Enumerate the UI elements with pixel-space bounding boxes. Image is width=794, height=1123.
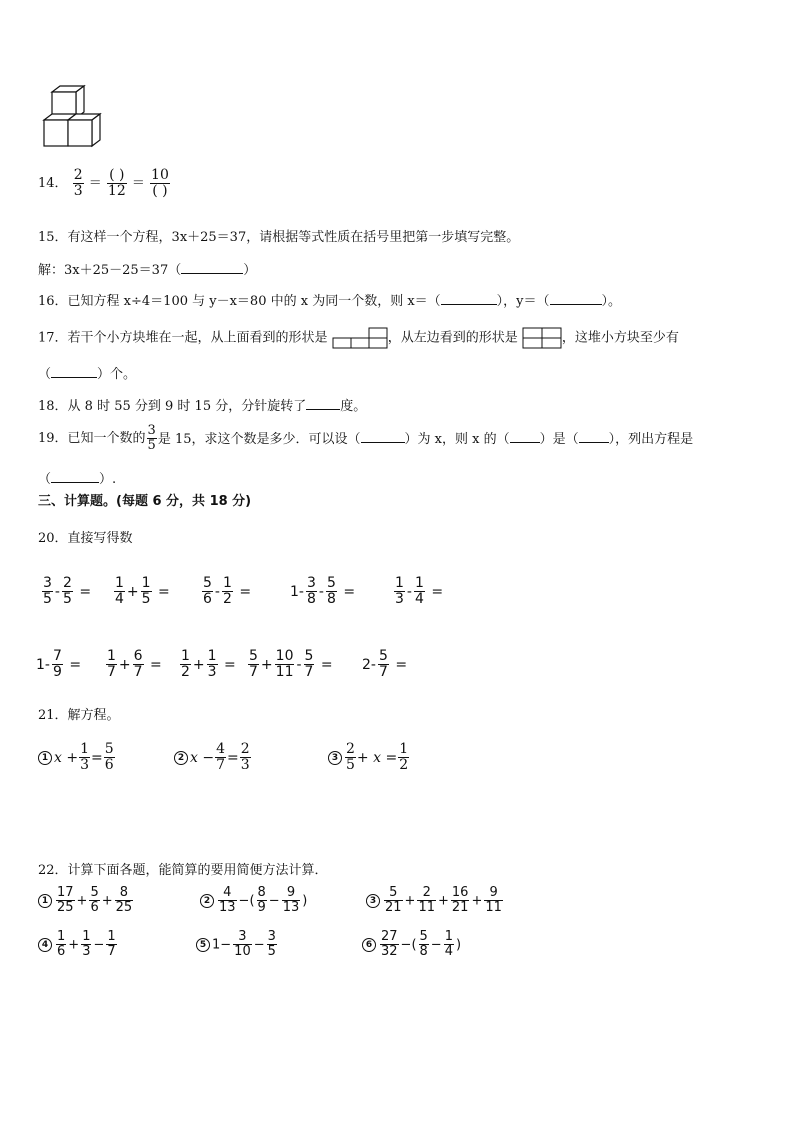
numerator: 3 [267, 929, 276, 944]
denominator: 7 [216, 757, 225, 774]
operator: − [253, 937, 265, 953]
denominator: 13 [282, 900, 300, 916]
question-18: 18．从 8 时 55 分到 9 时 15 分，分针旋转了 度。 [38, 399, 367, 414]
circled-number: 3 [366, 894, 380, 908]
denominator: 25 [115, 900, 133, 916]
denominator: 3 [80, 757, 89, 774]
numerator: 17 [57, 885, 74, 900]
q22-expression-4 [38, 930, 119, 960]
question-15: 15．有这样一个方程，3x＋25＝37，请根据等式性质在括号里把第一步填写完整。 [38, 230, 520, 245]
numerator: 1 [414, 575, 424, 591]
q14-fraction-2[interactable]: $\frac{( )}{12}$ [107, 167, 126, 200]
prefix: 2- [362, 656, 376, 673]
circled-number: 6 [362, 938, 376, 952]
numerator: 2 [422, 885, 431, 900]
operator: - [214, 583, 220, 600]
numerator: 5 [304, 648, 314, 664]
fraction [394, 576, 405, 608]
numerator: 5 [389, 885, 398, 900]
equals-sign: = [145, 656, 162, 673]
fraction [304, 649, 315, 681]
question-17-line2: （ ）个。 [38, 367, 137, 382]
numerator: 5 [419, 929, 428, 944]
q14-fraction-1: $\frac{2}{3}$ [73, 167, 83, 200]
operator: + [101, 893, 113, 909]
numerator: 6 [133, 648, 143, 664]
fraction [417, 886, 436, 916]
denominator: 5 [62, 591, 72, 608]
numerator: 1 [181, 648, 190, 664]
numerator: 1 [82, 929, 91, 944]
operator: + [471, 893, 483, 909]
numerator: 9 [489, 885, 498, 900]
q20-expression [200, 576, 251, 608]
operator: ) [302, 893, 308, 909]
numerator: 1 [107, 648, 116, 664]
fraction [414, 576, 425, 608]
operator: + [68, 937, 80, 953]
q20-expression [40, 576, 91, 608]
section-3-heading: 三、计算题。(每题 6 分，共 18 分) [38, 494, 252, 509]
denominator: 7 [304, 664, 314, 681]
fraction [106, 649, 117, 681]
q21-equation-1 [38, 742, 116, 774]
denominator: 6 [57, 944, 66, 960]
denominator: 11 [275, 664, 294, 681]
fraction [56, 930, 66, 960]
question-16: 16．已知方程 x÷4＝100 与 y－x＝80 中的 x 为同一个数，则 x＝（ ），y＝（ ）。 [38, 294, 622, 309]
question-21-title: 21．解方程。 [38, 708, 120, 723]
fraction [444, 930, 454, 960]
prefix: 1- [290, 583, 304, 600]
equals-sign: = [153, 583, 170, 600]
fraction [202, 576, 213, 608]
numerator: 5 [378, 648, 388, 664]
denominator: 7 [133, 664, 143, 681]
q19-fraction: $\frac{3}{5}$ [147, 423, 156, 454]
denominator: 4 [115, 591, 124, 608]
q20-expression [112, 576, 170, 608]
q22-expression-1 [38, 886, 135, 916]
q15-answer-blank[interactable] [181, 261, 243, 274]
numerator: 1 [399, 741, 409, 757]
operator: −( [238, 893, 255, 909]
q20-row-1 [40, 576, 480, 620]
denominator: 5 [43, 591, 52, 608]
question-20-title: 20．直接写得数 [38, 531, 133, 546]
denominator: 7 [378, 664, 388, 681]
numerator: 5 [249, 648, 258, 664]
denominator: 9 [257, 900, 266, 916]
operator: ) [455, 937, 462, 953]
numerator: 3 [306, 575, 316, 591]
denominator: 21 [451, 900, 469, 916]
numerator: 5 [203, 575, 212, 591]
operator: − [93, 937, 105, 953]
fraction [398, 742, 409, 774]
equation-prefix: x − [190, 749, 215, 766]
denominator: 7 [249, 664, 258, 681]
q20-expression [178, 649, 236, 681]
prefix: 1- [36, 656, 50, 673]
top-view-shape [332, 327, 388, 349]
fraction [248, 649, 259, 681]
q20-expression [290, 576, 355, 608]
left-view-shape [522, 327, 562, 349]
circled-number: 5 [196, 938, 210, 952]
operator: − [430, 937, 442, 953]
denominator: 21 [385, 900, 402, 916]
q21-equations [38, 742, 458, 782]
denominator: 5 [267, 944, 276, 960]
fraction [451, 886, 470, 916]
equals-sign: = [64, 656, 82, 673]
fraction [62, 576, 73, 608]
numerator: 5 [90, 885, 99, 900]
q19-blank-3[interactable] [579, 430, 609, 443]
denominator: 10 [234, 944, 251, 960]
numerator: 1 [80, 741, 89, 757]
equals-sign: = [234, 583, 252, 600]
numerator: 1 [115, 575, 124, 591]
fraction [380, 930, 399, 960]
denominator: 3 [395, 591, 404, 608]
q20-row-2 [36, 649, 476, 693]
denominator: 6 [90, 900, 99, 916]
question-19-line2: （ ）. [38, 472, 117, 487]
numerator: 1 [141, 575, 151, 591]
denominator: 7 [107, 664, 116, 681]
numerator: 1 [395, 575, 404, 591]
denominator: 11 [485, 900, 502, 916]
equals-sign: = [316, 656, 333, 673]
fraction [114, 576, 125, 608]
fraction [180, 649, 191, 681]
denominator: 4 [444, 944, 453, 960]
numerator: 4 [216, 741, 225, 757]
numerator: 2 [346, 741, 355, 757]
q22-expression-3 [366, 886, 505, 916]
q19-blank-2[interactable] [510, 430, 540, 443]
numerator: 2 [62, 575, 72, 591]
fraction [267, 930, 277, 960]
numerator: 1 [207, 648, 217, 664]
fraction [42, 576, 53, 608]
equals-sign: = [219, 656, 236, 673]
denominator: 8 [306, 591, 316, 608]
q14-equals-1: ＝ [88, 175, 102, 191]
question-22-title: 22．计算下面各题，能简算的要用简便方法计算． [38, 863, 328, 878]
circled-number: 3 [328, 751, 342, 765]
denominator: 9 [52, 664, 62, 681]
denominator: 3 [82, 944, 91, 960]
fraction [52, 649, 63, 681]
numerator: 8 [119, 885, 129, 900]
q22-expression-2 [200, 886, 307, 916]
equals-sign: = [227, 749, 239, 766]
numerator: 10 [275, 648, 294, 664]
denominator: 13 [219, 900, 236, 916]
denominator: 11 [418, 900, 435, 916]
question-15-solution: 解：3x＋25－25＝37（ ） [38, 263, 257, 278]
fraction [240, 742, 251, 774]
question-19: 19．已知一个数的 $\frac{3}{5}$ 是 15，求这个数是多少．可以设（ ）为 x，则 x 的（ ）是（ ），列出方程是 [38, 423, 694, 454]
denominator: 32 [381, 944, 398, 960]
operator: + [126, 583, 139, 600]
fraction [257, 886, 267, 916]
circled-number: 4 [38, 938, 52, 952]
operator: −( [400, 937, 417, 953]
numerator: 1 [107, 929, 116, 944]
denominator: 7 [107, 944, 116, 960]
operator: - [54, 583, 60, 600]
operator: - [318, 583, 324, 600]
q16-y-blank[interactable] [550, 292, 602, 305]
fraction [345, 742, 356, 774]
numerator: 2 [240, 741, 250, 757]
denominator: 6 [104, 757, 114, 774]
numerator: 5 [326, 575, 336, 591]
q20-expression [36, 649, 81, 681]
fraction [89, 886, 99, 916]
q18-answer-blank[interactable] [306, 397, 340, 410]
operator: + [192, 656, 205, 673]
denominator: 8 [419, 944, 428, 960]
denominator: 2 [222, 591, 232, 608]
q14-equals-2: ＝ [131, 175, 145, 191]
numerator: 5 [104, 741, 114, 757]
numerator: 4 [223, 885, 232, 900]
denominator: 5 [141, 591, 151, 608]
numerator: 1 [222, 575, 232, 591]
fraction [141, 576, 152, 608]
q20-expression [104, 649, 162, 681]
q20-expression [362, 649, 407, 681]
denominator: 5 [346, 757, 355, 774]
operator: + [118, 656, 131, 673]
numerator: 7 [52, 648, 62, 664]
denominator: 2 [399, 757, 409, 774]
equals-sign: = [74, 583, 92, 600]
q17-answer-blank[interactable] [51, 365, 97, 378]
equation-prefix: x + [54, 749, 79, 766]
q14-fraction-3[interactable]: $\frac{10}{( )}$ [151, 167, 169, 200]
fraction [282, 886, 301, 916]
fraction [275, 649, 295, 681]
numerator: 1 [57, 929, 66, 944]
q20-expression [392, 576, 443, 608]
fraction [419, 930, 429, 960]
denominator: 6 [203, 591, 212, 608]
operator: + [404, 893, 416, 909]
numerator: 3 [238, 929, 247, 944]
fraction [81, 930, 91, 960]
denominator: 3 [240, 757, 250, 774]
numerator: 9 [286, 885, 296, 900]
question-17: 17．若干个小方块堆在一起，从上面看到的形状是 ，从左边看到的形状是 ，这堆小方块至少有 [38, 327, 679, 349]
denominator: 2 [181, 664, 190, 681]
fraction [384, 886, 403, 916]
q14-number: 14． [38, 175, 68, 191]
fraction [222, 576, 233, 608]
numerator: 3 [43, 575, 52, 591]
operator: + [260, 656, 273, 673]
fraction [106, 930, 116, 960]
fraction [79, 742, 90, 774]
q19-blank-4[interactable] [51, 470, 99, 483]
fraction [133, 649, 144, 681]
denominator: 25 [57, 900, 74, 916]
fraction [115, 886, 134, 916]
operator: 1− [212, 937, 232, 953]
numerator: 8 [257, 885, 266, 900]
fraction [484, 886, 503, 916]
operator: - [296, 656, 302, 673]
fraction [56, 886, 75, 916]
numerator: 1 [444, 929, 453, 944]
q16-x-blank[interactable] [441, 292, 497, 305]
circled-number: 2 [200, 894, 214, 908]
equals-sign: = [390, 656, 408, 673]
operator: − [268, 893, 280, 909]
fraction [378, 649, 389, 681]
q21-equation-2 [174, 742, 252, 774]
q19-blank-1[interactable] [361, 430, 405, 443]
denominator: 8 [326, 591, 336, 608]
equals-sign: = [338, 583, 356, 600]
denominator: 3 [207, 664, 217, 681]
circled-number: 1 [38, 894, 52, 908]
circled-number: 1 [38, 751, 52, 765]
equation-middle: + x = [356, 749, 398, 766]
fraction [306, 576, 317, 608]
q21-equation-3 [328, 742, 410, 774]
cube-stack-figure [40, 84, 112, 148]
q22-expression-5 [196, 930, 279, 960]
fraction [218, 886, 237, 916]
fraction [215, 742, 226, 774]
operator: + [438, 893, 449, 909]
operator: - [406, 583, 412, 600]
fraction [326, 576, 337, 608]
denominator: 4 [414, 591, 424, 608]
equals-sign: = [91, 749, 103, 766]
fraction [207, 649, 218, 681]
equals-sign: = [426, 583, 444, 600]
fraction [233, 930, 252, 960]
q22-expression-6 [362, 930, 461, 960]
circled-number: 2 [174, 751, 188, 765]
numerator: 27 [381, 929, 398, 944]
fraction [104, 742, 115, 774]
numerator: 16 [451, 885, 469, 900]
operator: + [76, 893, 88, 909]
q20-expression [246, 649, 333, 681]
question-14 [38, 168, 171, 200]
